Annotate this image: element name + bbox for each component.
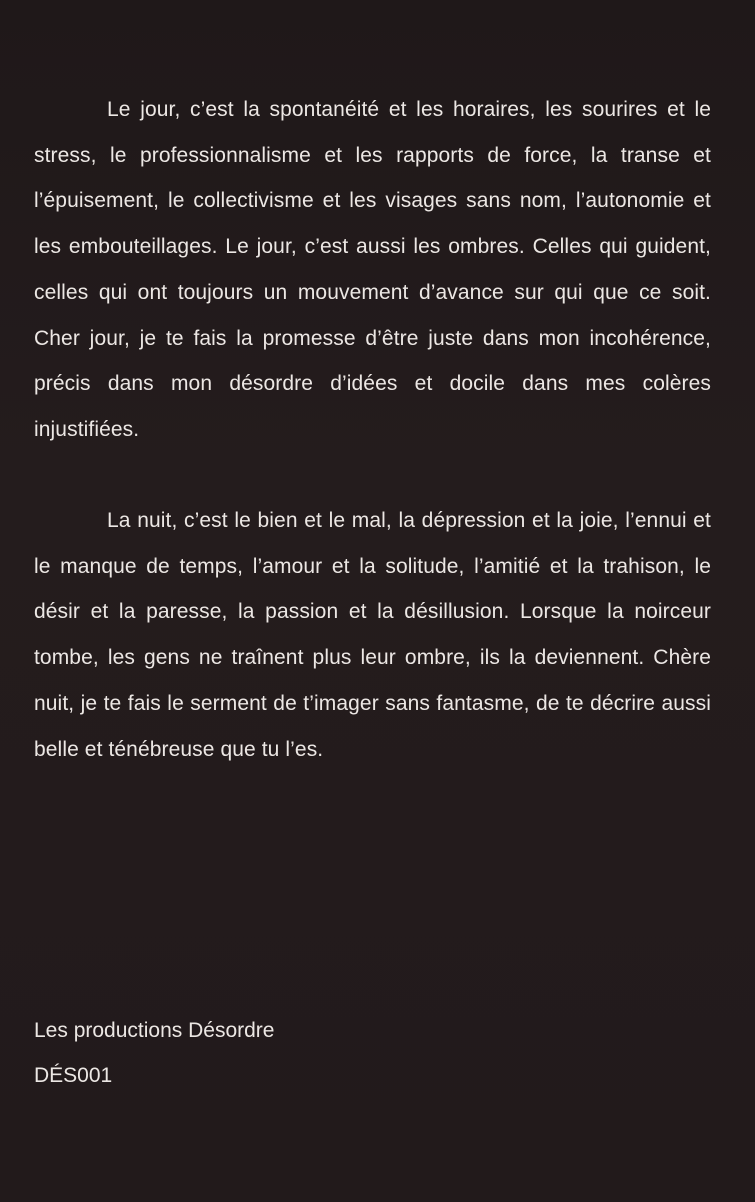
paragraph-night: La nuit, c’est le bien et le mal, la dépression et la joie, l’ennui et le manque de temps, l’amour et la solitude, l’amitié et la trahison, le désir et la paresse, la passion et la désillusion. Lorsque la noirceur tombe, les gens ne traînent plus leur ombre, ils la deviennent. Chère nuit, je te fais le serment de t’imager sans fantasme, de te décrire aussi belle et ténébreuse que tu l’es. [34,509,711,761]
catalog-number: DÉS001 [34,1064,113,1087]
paragraph-day: Le jour, c’est la spontanéité et les horaires, les sourires et le stress, le professionnalisme et les rapports de force, la transe et l’épuisement, le collectivisme et les visages sans nom, l’autonomie et les embouteillages. Le jour, c’est aussi les ombres. Celles qui guident, celles qui ont toujours un mouvement d’avance sur qui que ce soit. Cher jour, je te fais la promesse d’être juste dans mon incohérence, précis dans mon désordre d’idées et docile dans mes colères injustifiées. [34,98,711,441]
publisher-name: Les productions Désordre [34,1019,275,1042]
